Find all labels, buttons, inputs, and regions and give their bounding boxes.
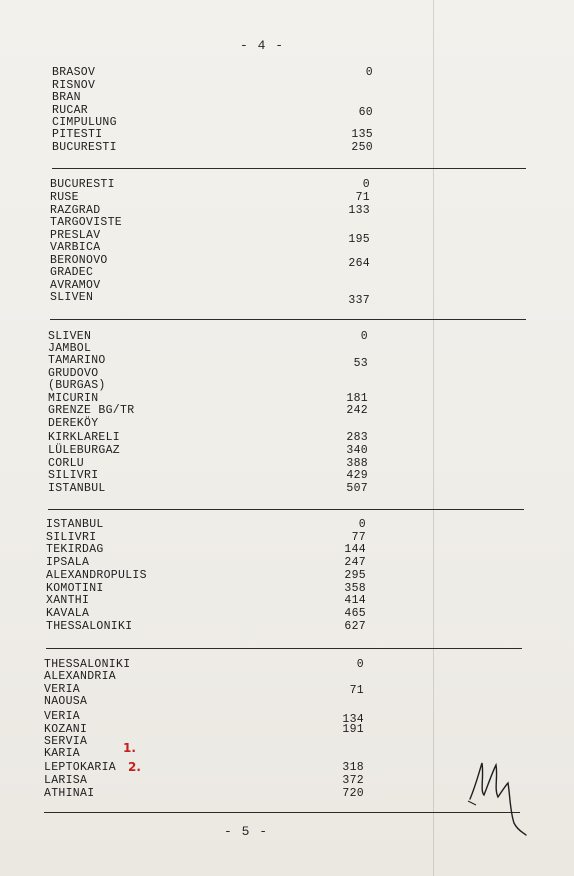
place-name: LÜLEBURGAZ [48, 444, 121, 457]
section-divider [50, 319, 526, 320]
signature-mark [466, 755, 528, 839]
place-name: KIRKLARELI [48, 431, 121, 444]
distance-km: 195 [348, 233, 370, 246]
distance-km: 60 [358, 106, 373, 119]
distance-km: 507 [346, 482, 368, 495]
distance-km: 465 [344, 607, 366, 620]
distance-km: 429 [346, 469, 368, 482]
place-name: ALEXANDROPULIS [46, 569, 147, 582]
place-name: VERIA [44, 683, 81, 696]
place-name: RUCAR [52, 104, 89, 117]
place-name: CIMPULUNG [52, 116, 117, 129]
place-name: KOMOTINI [46, 582, 104, 595]
page-number-bottom: - 5 - [224, 824, 269, 839]
distance-km: 0 [362, 178, 370, 191]
place-name: BERONOVO [50, 254, 108, 267]
distance-km: 71 [355, 191, 370, 204]
table-row [0, 710, 574, 726]
place-name: ALEXANDRIA [44, 670, 117, 683]
table-row [0, 91, 574, 104]
place-name: RUSE [50, 191, 79, 204]
distance-km: 71 [349, 684, 364, 697]
table-row [0, 569, 574, 582]
handwritten-correction: 2. [128, 760, 141, 774]
place-name: TEKIRDAG [46, 543, 104, 556]
distance-km: 388 [346, 457, 368, 470]
table-row [0, 354, 574, 370]
place-name: SLIVEN [48, 330, 92, 343]
section-divider [46, 648, 522, 649]
distance-km: 372 [342, 774, 364, 787]
table-row [0, 594, 574, 607]
table-row [0, 518, 574, 531]
table-row [0, 469, 574, 482]
place-name: VARBICA [50, 241, 101, 254]
table-row [0, 216, 574, 229]
place-name: SERVIA [44, 735, 88, 748]
place-name: KOZANI [44, 723, 88, 736]
distance-km: 358 [344, 582, 366, 595]
distance-km: 242 [346, 404, 368, 417]
place-name: ISTANBUL [46, 518, 104, 531]
place-name: BUCURESTI [52, 141, 117, 154]
distance-km: 0 [365, 66, 373, 79]
place-name: GRADEC [50, 266, 94, 279]
place-name: DEREKÖY [48, 417, 99, 430]
place-name: VERIA [44, 710, 81, 723]
place-name: THESSALONIKI [44, 658, 131, 671]
table-row [0, 695, 574, 708]
distance-km: 627 [344, 620, 366, 633]
distance-km: 135 [351, 128, 373, 141]
place-name: AVRAMOV [50, 279, 101, 292]
distance-km: 250 [351, 141, 373, 154]
place-name: LARISA [44, 774, 88, 787]
place-name: BRASOV [52, 66, 96, 79]
place-name: SILIVRI [46, 531, 97, 544]
distance-km: 283 [346, 431, 368, 444]
table-row [0, 241, 574, 254]
section-divider [48, 509, 524, 510]
table-row [0, 431, 574, 444]
table-row [0, 66, 574, 79]
distance-km: 77 [351, 531, 366, 544]
table-row [0, 178, 574, 191]
table-row [0, 482, 574, 495]
table-row [0, 191, 574, 204]
distance-km: 53 [353, 357, 368, 370]
place-name: THESSALONIKI [46, 620, 133, 633]
distance-km: 318 [342, 761, 364, 774]
place-name: SILIVRI [48, 469, 99, 482]
place-name: XANTHI [46, 594, 90, 607]
table-row [0, 141, 574, 154]
distance-km: 337 [348, 294, 370, 307]
distance-km: 134 [342, 713, 364, 726]
distance-km: 247 [344, 556, 366, 569]
place-name: ATHINAI [44, 787, 95, 800]
table-row [0, 291, 574, 307]
place-name: TARGOVISTE [50, 216, 123, 229]
distance-km: 181 [346, 392, 368, 405]
distance-km: 340 [346, 444, 368, 457]
section-divider [52, 168, 526, 169]
place-name: NAOUSA [44, 695, 88, 708]
place-name: KARIA [44, 747, 81, 760]
place-name: BRAN [52, 91, 81, 104]
distance-km: 144 [344, 543, 366, 556]
place-name: GRENZE BG/TR [48, 404, 135, 417]
table-row [0, 266, 574, 279]
table-row [0, 607, 574, 620]
place-name: CORLU [48, 457, 85, 470]
page-number-top: - 4 - [240, 38, 285, 53]
distance-km: 295 [344, 569, 366, 582]
distance-km: 264 [348, 257, 370, 270]
table-row [0, 543, 574, 556]
table-row [0, 379, 574, 392]
place-name: PRESLAV [50, 229, 101, 242]
place-name: KAVALA [46, 607, 90, 620]
place-name: SLIVEN [50, 291, 94, 304]
place-name: GRUDOVO [48, 367, 99, 380]
distance-km: 0 [356, 658, 364, 671]
place-name: JAMBOL [48, 342, 92, 355]
handwritten-correction: 1. [123, 741, 136, 755]
table-row [0, 444, 574, 457]
section-divider [44, 812, 520, 813]
place-name: LEPTOKARIA [44, 761, 117, 774]
place-name: (BURGAS) [48, 379, 106, 392]
table-row [0, 670, 574, 683]
distance-km: 0 [360, 330, 368, 343]
place-name: RISNOV [52, 79, 96, 92]
table-row [0, 556, 574, 569]
table-row [0, 128, 574, 141]
table-row [0, 404, 574, 417]
place-name: ISTANBUL [48, 482, 106, 495]
place-name: TAMARINO [48, 354, 106, 367]
place-name: IPSALA [46, 556, 90, 569]
place-name: BUCURESTI [50, 178, 115, 191]
table-row [0, 620, 574, 633]
place-name: MICURIN [48, 392, 99, 405]
distance-km: 0 [358, 518, 366, 531]
place-name: PITESTI [52, 128, 103, 141]
distance-km: 133 [348, 204, 370, 217]
distance-km: 414 [344, 594, 366, 607]
place-name: RAZGRAD [50, 204, 101, 217]
distance-km: 191 [342, 723, 364, 736]
distance-km: 720 [342, 787, 364, 800]
table-row [0, 417, 574, 430]
